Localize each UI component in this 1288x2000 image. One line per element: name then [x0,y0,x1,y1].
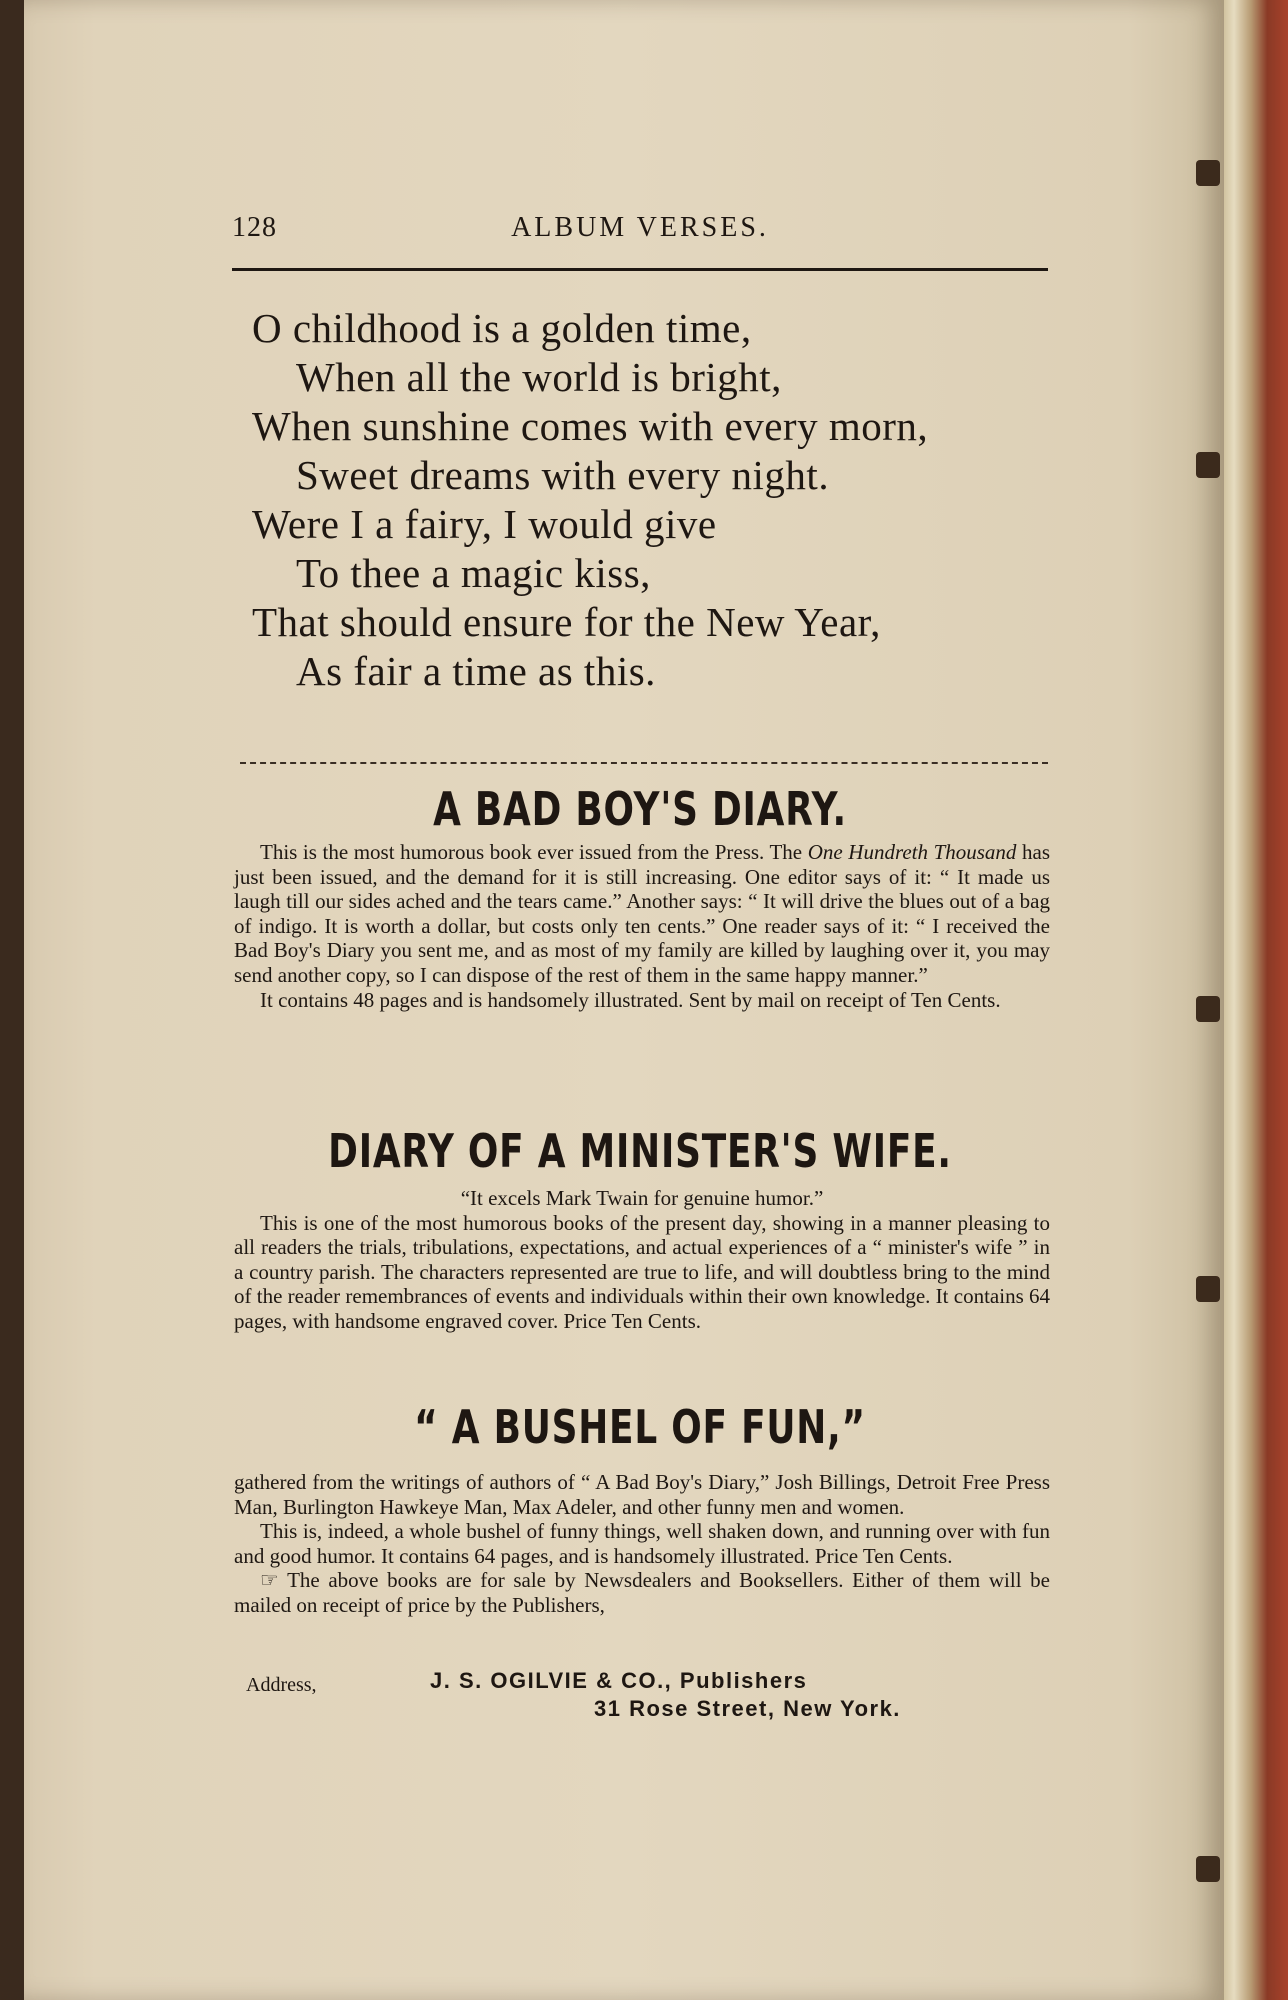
italic-title: One Hundreth Thousand [807,840,1017,864]
binding-stitch [1196,452,1220,478]
ad-paragraph: It contains 48 pages and is handsomely illustrated. Sent by mail on receipt of Ten Cents. [260,987,1001,1012]
ad-paragraph: This is, indeed, a whole bushel of funny things, well shaken down, and running over with fun and good humor. It contains 64 pages, and is handsomely illustrated. Price Ten Cents. [234,1519,1050,1568]
page-number: 128 [232,212,277,243]
binding-stitch [1196,1856,1220,1882]
poem-line: Were I a fairy, I would give [252,501,717,547]
ad-paragraph: ☞ The above books are for sale by Newsdealers and Booksellers. Either of them will be mailed on receipt of price by the Publishers, [234,1568,1050,1617]
publisher-name: J. S. OGILVIE & CO., Publishers [430,1668,808,1693]
poem-line: When sunshine comes with every morn, [252,403,929,449]
poem-line: O childhood is a golden time, [252,305,752,351]
ad-body-ministers-wife [234,1186,1050,1334]
ad-paragraph: This is the most humorous book ever issued from the Press. The One Hundreth Thousand has just been issued, and the demand for it is still increasing. One editor says of it: “ It made us laugh till our sides ached and the tears came.” Another says: “ It will drive the blues out of a bag of indigo. It is worth a dollar, but costs only ten cents.” One reader says of it: “ I received the Bad Boy's Diary you sent me, and as most of my family are killed by laughing over it, you may send another copy, so I can dispose of the rest of them in the same happy manner.” [234,840,1050,987]
poem-line: Sweet dreams with every night. [296,452,830,498]
ad-title-ministers-wife: DIARY OF A MINISTER'S WIFE. [328,1124,952,1178]
poem-line: As fair a time as this. [296,648,656,694]
poem-line: To thee a magic kiss, [296,550,651,596]
ad-title-bad-boys-diary: A BAD BOY'S DIARY. [433,782,847,836]
header-rule [232,268,1048,271]
ad-body-bad-boys-diary [234,840,1050,1012]
poem [252,304,1072,696]
publisher-street: 31 Rose Street, New York. [594,1696,901,1721]
ad-paragraph: This is one of the most humorous books of the present day, showing in a manner pleasing to all readers the trials, tribulations, expectations, and actual experiences of a “ minister's wife ” in a country parish. The characters represented are true to life, and will doubtless bring to the mind of the reader remembrances of events and individuals within their own knowledge. It contains 64 pages, with handsome engraved cover. Price Ten Cents. [234,1210,1050,1333]
section-divider [240,762,1048,764]
poem-line: That should ensure for the New Year, [252,599,881,645]
poem-line: When all the world is bright, [296,354,782,400]
ad-title-bushel-of-fun: “ A BUSHEL OF FUN,” [414,1400,866,1454]
binding-stitch [1196,160,1220,186]
ad-body-bushel-of-fun [234,1470,1050,1618]
page-header [232,212,1048,256]
binding-stitch [1196,996,1220,1022]
ad-paragraph: gathered from the writings of authors of “ A Bad Boy's Diary,” Josh Billings, Detroit Free Press Man, Burlington Hawkeye Man, Max Adeler, and other funny men and women. [234,1470,1050,1519]
ad-quote: “It excels Mark Twain for genuine humor.” [460,1186,824,1210]
running-head: ALBUM VERSES. [511,212,769,243]
address-label: Address, [246,1674,317,1696]
binding-stitch [1196,1276,1220,1302]
